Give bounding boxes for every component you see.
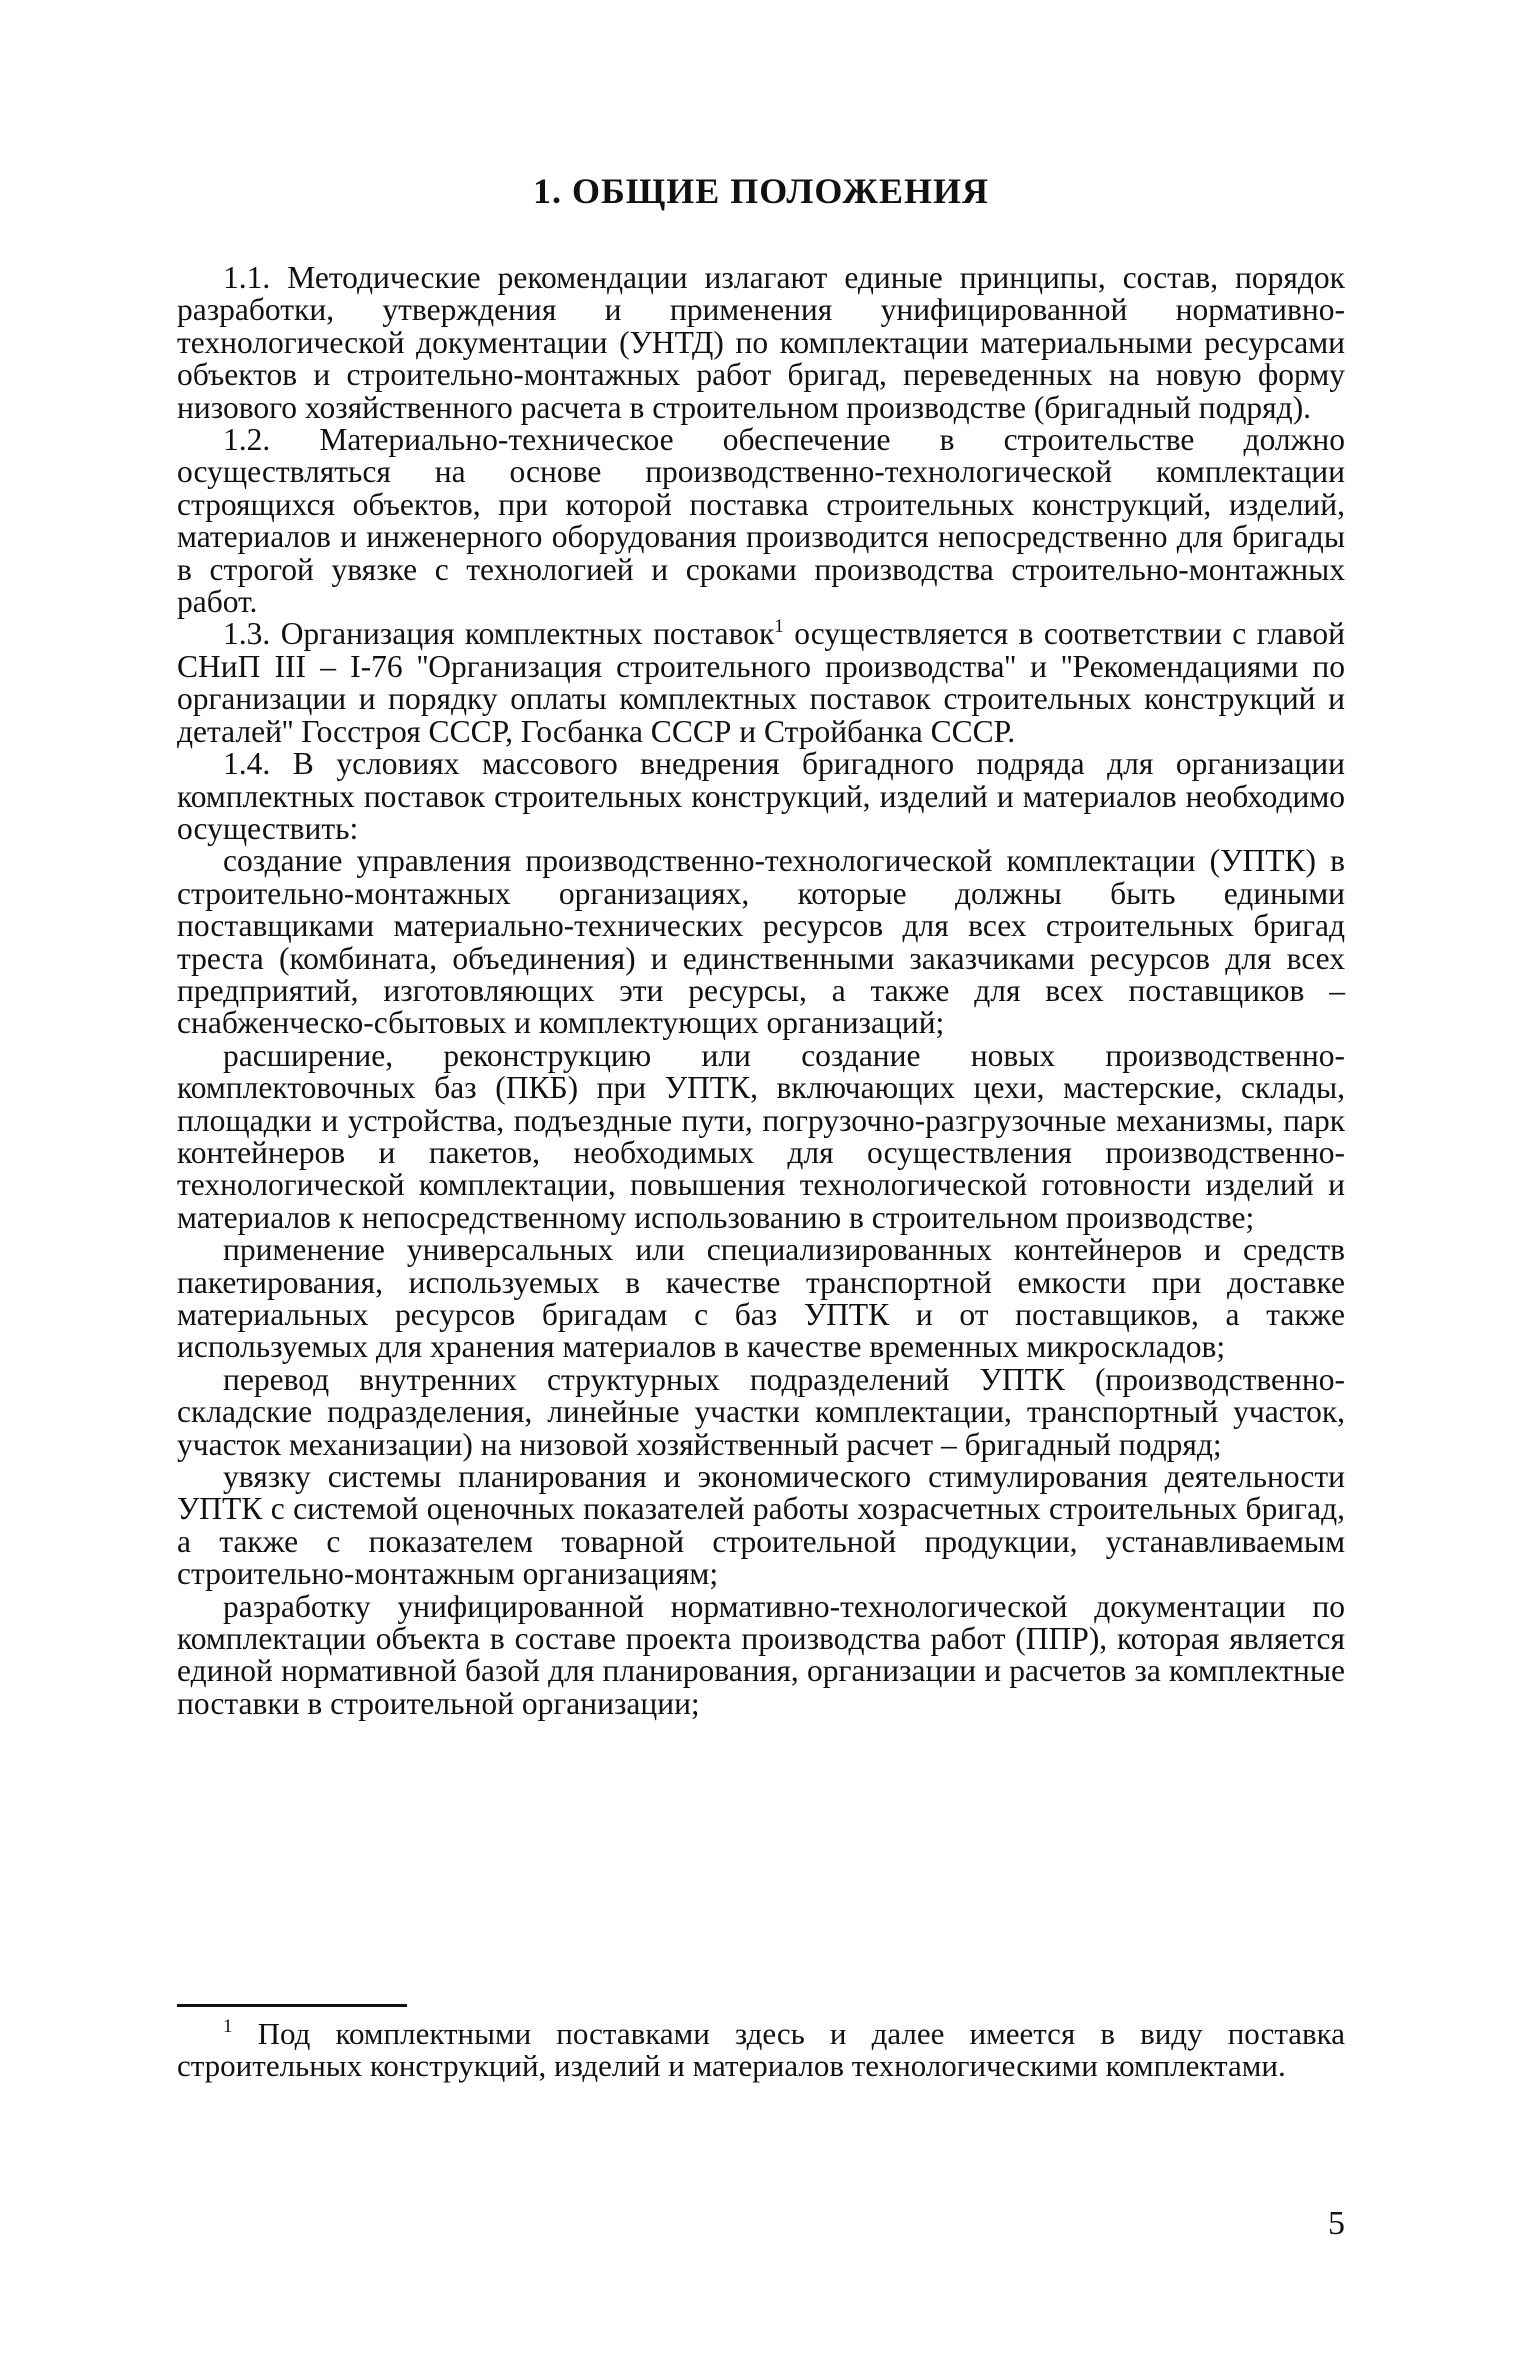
page-number: 5 (1328, 2205, 1345, 2242)
paragraph-1-4: 1.4. В условиях массового внедрения бригадного подряда для организации комплектных поставок строительных конструкций, изделий и материалов необходимо осуществить: (177, 746, 1345, 846)
section-body (177, 262, 1345, 1720)
list-item-containers: применение универсальных или специализированных контейнеров и средств пакетирования, используемых в качестве транспортной емкости при доставке материальных ресурсов бригадам с баз УПТК и от поставщиков, а также используемых для хранения материалов в качестве временных микроскладов; (177, 1232, 1345, 1365)
paragraph-1-3 (177, 618, 1345, 748)
paragraph-1-2: 1.2. Материально-техническое обеспечение в строительстве должно осуществляться на основе производственно-технологической комплектации строящихся объектов, при которой поставка строительных конструкций, изделий, материалов и инженерного оборудования производится непосредственно для бригады в строгой увязке с технологией и сроками производства строительно-монтажных работ. (177, 422, 1345, 620)
footnote-reference: 1 (774, 616, 784, 638)
list-item-pkb: расширение, реконструкцию или создание новых производственно-комплектовочных баз (ПКБ) при УПТК, включающих цехи, мастерские, склады, площадки и устройства, подъездные пути, погрузочно-разгрузочные механизмы, парк контейнеров и пакетов, необходимых для осуществления производственно-технологической комплектации, повышения технологической готовности изделий и материалов к непосредственному использованию в строительном производстве; (177, 1037, 1345, 1235)
list-item-documentation: разработку унифицированной нормативно-технологической документации по комплектации объекта в составе проекта производства работ (ППР), которая является единой нормативной базой для планирования, организации и расчетов за комплектные поставки в строительной организации; (177, 1588, 1345, 1721)
paragraph-1-3-start: 1.3. Организация комплектных поставок (223, 616, 775, 652)
footnote (177, 2018, 1345, 2082)
footnote-mark: 1 (223, 2016, 233, 2037)
paragraph-1-1: 1.1. Методические рекомендации излагают единые принципы, состав, порядок разработки, утверждения и применения унифицированной нормативно-технологической документации (УНТД) по комплектации материальными ресурсами объектов и строительно-монтажных работ бригад, переведенных на новую форму низового хозяйственного расчета в строительном производстве (бригадный подряд). (177, 260, 1345, 425)
list-item-transfer: перевод внутренних структурных подразделений УПТК (производственно-складские подразделения, линейные участки комплектации, транспортный участок, участок механизации) на низовой хозяйственный расчет – бригадный подряд; (177, 1361, 1345, 1462)
paragraph-1-3-end: осуществляется в соответствии с главой СНиП III – I-76 ''Организация строительного производства'' и ''Рекомендациями по организации и порядку оплаты комплектных поставок строительных конструкций и деталей'' Госстроя СССР, Госбанка СССР и Стройбанка СССР. (177, 616, 1345, 749)
footnote-divider (177, 2004, 407, 2007)
footnote-content: Под комплектными поставками здесь и далее имеется в виду поставка строительных конструкций, изделий и материалов технологическими комплектами. (177, 2016, 1345, 2083)
footnote-text (177, 2018, 1345, 2082)
section-heading: 1. ОБЩИЕ ПОЛОЖЕНИЯ (532, 171, 990, 211)
list-item-planning: увязку системы планирования и экономического стимулирования деятельности УПТК с системой оценочных показателей работы хозрасчетных строительных бригад, а также с показателем товарной строительной продукции, устанавливаемым строительно-монтажным организациям; (177, 1459, 1345, 1592)
list-item-uptk: создание управления производственно-технологической комплектации (УПТК) в строительно-монтажных организациях, которые должны быть едиными поставщиками материально-технических ресурсов для всех строительных бригад треста (комбината, объединения) и единственными заказчиками ресурсов для всех предприятий, изготовляющих эти ресурсы, а также для всех поставщиков – снабженческо-сбытовых и комплектующих организаций; (177, 843, 1345, 1041)
